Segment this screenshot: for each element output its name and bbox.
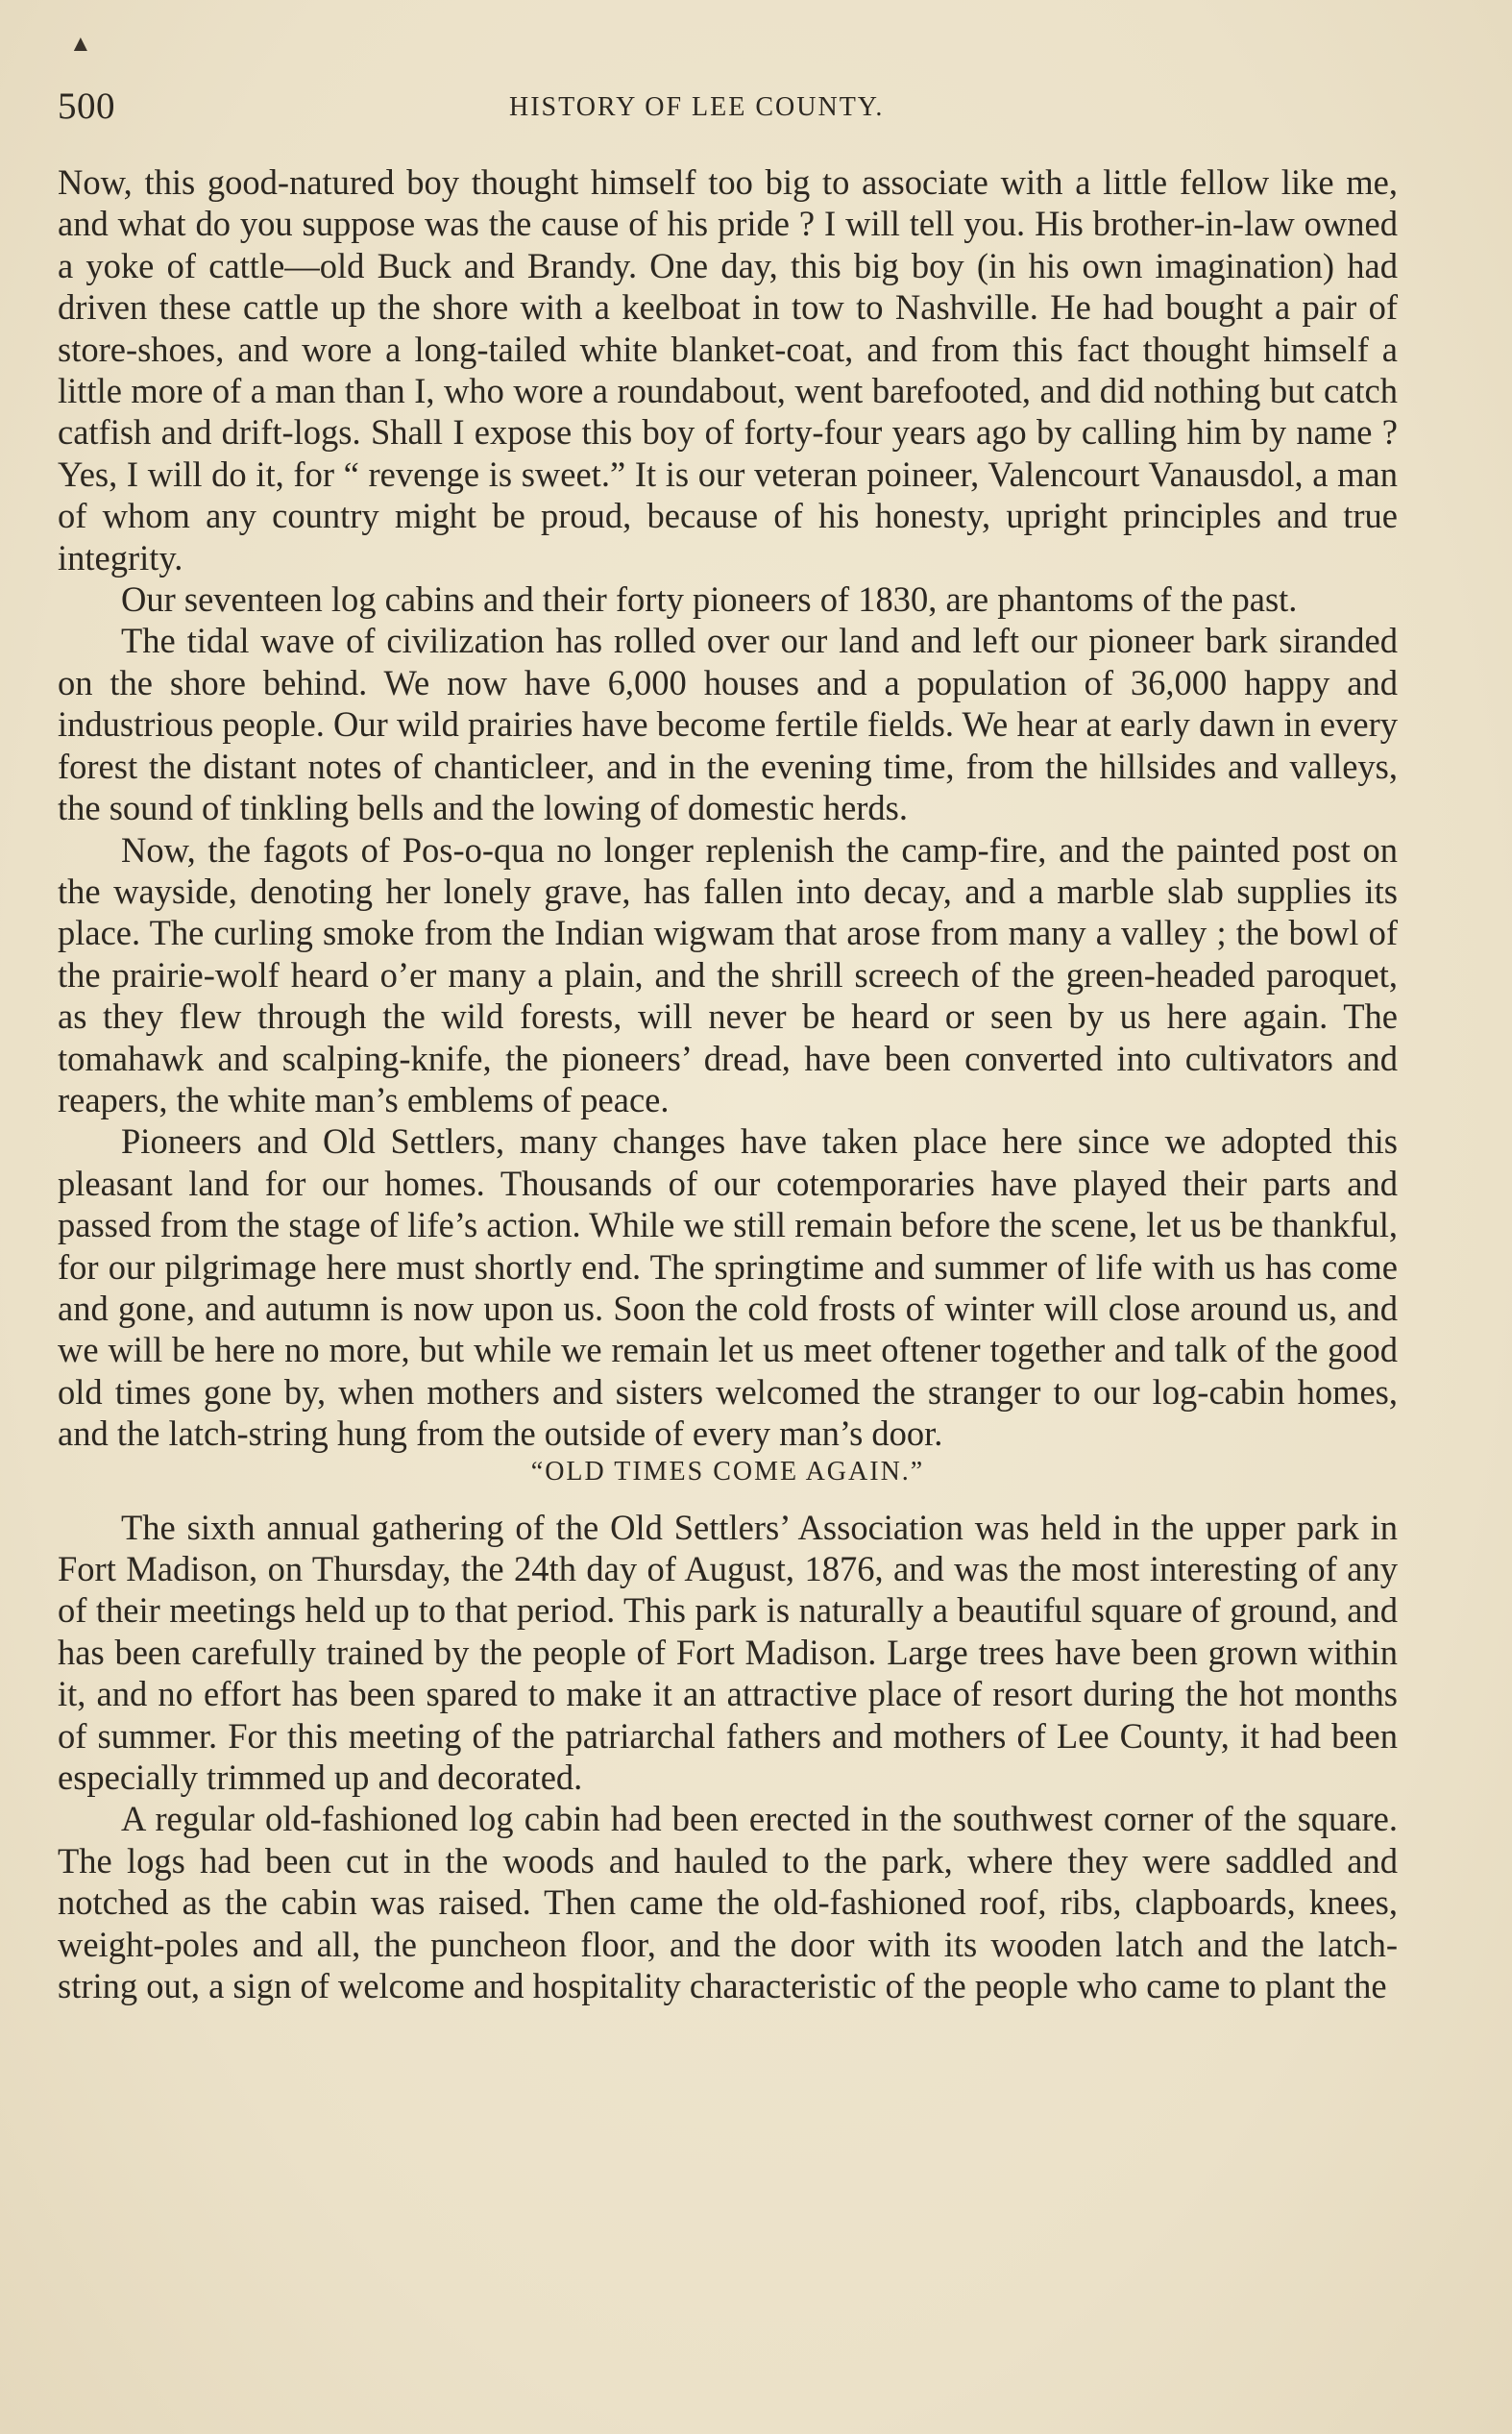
paragraph-3: The tidal wave of civilization has rolled over our land and left our pioneer bark siranded on the shore behind. We now have 6,000 houses and a population of 36,000 happy and industrious people. Our wild prairies have become fertile fields. We hear at early dawn in every forest the distant notes of chanticleer, and in the evening time, from the hillsides and valleys, the sound of tinkling bells and the lowing of domestic herds. [58,621,1398,828]
body-text [58,161,1398,2006]
paragraph-1: Now, this good-natured boy thought himself too big to associate with a little fellow like me, and what do you suppose was the cause of his pride ? I will tell you. His brother-in-law owned a yoke of cattle—old Buck and Brandy. One day, this big boy (in his own imagination) had driven these cattle up the shore with a keelboat in tow to Nashville. He had bought a pair of store-shoes, and wore a long-tailed white blanket-coat, and from this fact thought himself a little more of a man than I, who wore a roundabout, went barefooted, and did nothing but catch catfish and drift-logs. Shall I expose this boy of forty-four years ago by calling him by name ? Yes, I will do it, for “ revenge is sweet.” It is our veteran poineer, Valencourt Vanausdol, a man of whom any country might be proud, because of his honesty, upright principles and true integrity. [58,162,1398,578]
paragraph-5: Pioneers and Old Settlers, many changes have taken place here since we adopted this pleasant land for our homes. Thousands of our cotemporaries have played their parts and passed from the stage of life’s action. While we still remain before the scene, let us be thankful, for our pilgrimage here must shortly end. The springtime and summer of life with us has come and gone, and autumn is now upon us. Soon the cold frosts of winter will close around us, and we will be here no more, but while we remain let us meet oftener together and talk of the good old times gone by, when mothers and sisters welcomed the stranger to our log-cabin homes, and the latch-string hung from the outside of every man’s door. [58,1121,1398,1454]
page-number: 500 [58,86,115,127]
printer-mark: ▲ [69,32,92,57]
section-heading: “OLD TIMES COME AGAIN.” [530,1456,925,1487]
section-paragraph-1: The sixth annual gathering of the Old Settlers’ Association was held in the upper park in Fort Madison, on Thursday, the 24th day of August, 1876, and was the most interesting of any of their meetings held up to that period. This park is naturally a beautiful square of ground, and has been carefully trained by the people of Fort Madison. Large trees have been grown within it, and no effort has been spared to make it an attractive place of resort during the hot months of summer. For this meeting of the patriarchal fathers and mothers of Lee County, it had been especially trimmed up and decorated. [58,1507,1398,1798]
page-header [58,85,1402,133]
running-head: HISTORY OF LEE COUNTY. [509,92,885,122]
section-paragraph-2: A regular old-fashioned log cabin had been erected in the southwest corner of the square. The logs had been cut in the woods and hauled to the park, where they were saddled and notched as the cabin was raised. Then came the old-fashioned roof, ribs, clapboards, knees, weight-poles and all, the puncheon floor, and the door with its wooden latch and the latch-string out, a sign of welcome and hospitality characteristic of the people who came to plant the [58,1799,1398,2006]
paragraph-2: Our seventeen log cabins and their forty pioneers of 1830, are phantoms of the past. [121,579,1298,620]
paragraph-4: Now, the fagots of Pos-o-qua no longer replenish the camp-fire, and the painted post on the wayside, denoting her lonely grave, has fallen into decay, and a marble slab supplies its place. The curling smoke from the Indian wigwam that arose from many a valley ; the bowl of the prairie-wolf heard o’er many a plain, and the shrill screech of the green-headed paroquet, as they flew through the wild forests, will never be heard or seen by us here again. The tomahawk and scalping-knife, the pioneers’ dread, have been converted into cultivators and reapers, the white man’s emblems of peace. [58,829,1398,1119]
